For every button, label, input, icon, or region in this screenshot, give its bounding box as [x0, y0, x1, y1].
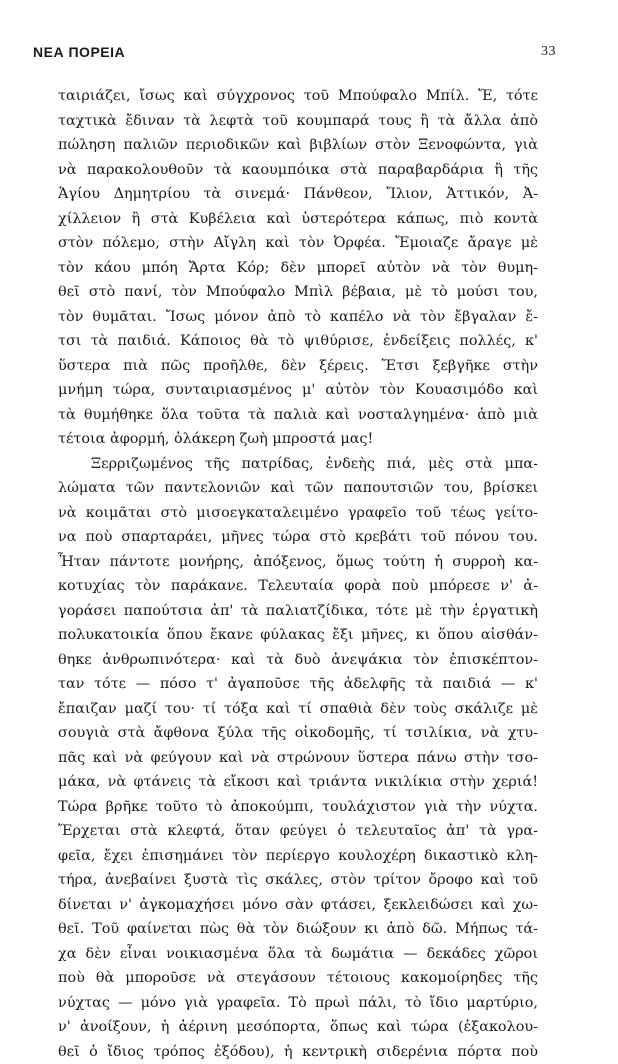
text-line: χα δὲν εἶναι νοικιασμένα ὅλα τὰ δωμάτια — δεκάδες χῶροι	[58, 942, 538, 967]
text-line: ταιριάζει, ἴσως καὶ σύγχρονος τοῦ Μπούφαλο Μπίλ. Ἔ, τότε	[58, 84, 538, 109]
text-line: δίνεται ν' ἀγκομαχήσει μόνο σὰν φτάσει, ξεκλειδώσει καὶ χω-	[58, 893, 538, 918]
text-line: νύχτας — μόνο γιὰ γραφεῖα. Τὸ πρωὶ πάλι, τὸ ἴδιο μαρτύριο,	[58, 991, 538, 1016]
text-line: πολυκατοικία ὅπου ἔκανε φύλακας ἔξι μῆνες, κι ὅπου αἰσθάν-	[58, 623, 538, 648]
text-line: πᾶς καὶ νὰ φεύγουν καὶ νὰ στρώνουν ὕστερα πάνω στὴν τσο-	[58, 746, 538, 771]
text-line: γοράσει παπούτσια ἀπ' τὰ παλιατζίδικα, τότε μὲ τὴν ἐργατικὴ	[58, 599, 538, 624]
text-line: νὰ κοιμᾶται στὸ μισοεγκαταλειμένο γραφεῖο τοῦ τέως γείτο-	[58, 501, 538, 526]
body-text	[58, 84, 538, 1064]
text-line: σουγιὰ στὰ ἄφθονα ξύλα τῆς οἰκοδομῆς, τί τσιλίκια, νὰ χτυ-	[58, 721, 538, 746]
text-line: Ἁγίου Δημητρίου τὰ σινεμά· Πάνθεον, Ἴλιον, Ἀττικόν, Ἀ-	[58, 182, 538, 207]
text-line: τὸν θυμᾶται. Ἴσως μόνον ἀπὸ τὸ καπέλο νὰ τὸν ἔβγαλαν ἔ-	[58, 305, 538, 330]
text-line: Τώρα βρῆκε τοῦτο τὸ ἀποκούμπι, τουλάχιστον γιὰ τὴν νύχτα.	[58, 795, 538, 820]
text-line: Ἔρχεται στὰ κλεφτά, ὅταν φεύγει ὁ τελευταῖος ἀπ' τὰ γρα-	[58, 819, 538, 844]
text-line: να ποὺ σπαρταράει, μῆνες τώρα στὸ κρεβάτι τοῦ πόνου του.	[58, 525, 538, 550]
text-line: λώματα τῶν παντελονιῶν καὶ τῶν παπουτσιῶν του, βρίσκει	[58, 476, 538, 501]
page-number: 33	[541, 44, 556, 60]
text-line: μάκα, νὰ φτάνεις τὰ εἴκοσι καὶ τριάντα νικιλίκια στὴν χεριά!	[58, 770, 538, 795]
text-line: ὕστερα πιὰ πῶς προῆλθε, δὲν ξέρεις. Ἔτσι ξεβγῆκε στὴν	[58, 354, 538, 379]
text-line: πώληση παλιῶν περιοδικῶν καὶ βιβλίων στὸν Ξενοφώντα, γιὰ	[58, 133, 538, 158]
text-line: θεῖ. Τοῦ φαίνεται πὼς θὰ τὸν διώξουν κι ἀπὸ δῶ. Μήπως τά-	[58, 917, 538, 942]
text-line: θεῖ στὸ πανί, τὸν Μπούφαλο Μπὶλ βέβαια, μὲ τὸ μούσι του,	[58, 280, 538, 305]
text-line: χίλλειον ἢ στὰ Κυβέλεια καὶ ὑστερότερα κάπως, πιὸ κοντὰ	[58, 207, 538, 232]
text-line: ταχτικὰ ἔδιναν τὰ λεφτὰ τοῦ κουμπαρά τους ἢ τὰ ἄλλα ἀπὸ	[58, 109, 538, 134]
journal-title: ΝΕΑ ΠΟΡΕΙΑ	[33, 44, 125, 60]
text-line: ν' ἀνοίξουν, ἡ ἀέρινη μεσόπορτα, ὅπως καὶ τώρα (ἐξακολου-	[58, 1015, 538, 1040]
text-line: τὸν κάου μπόη Ἄρτα Κόρ; δὲν μπορεῖ αὐτὸν νὰ τὸν θυμη-	[58, 256, 538, 281]
text-line: τὰ θυμήθηκε ὅλα τοῦτα τὰ παλιὰ καὶ νοσταλγημένα· ἀπὸ μιὰ	[58, 403, 538, 428]
text-line: τσι τὰ παιδιά. Κάποιος θὰ τὸ ψιθύρισε, ἐνδείξεις πολλές, κ'	[58, 329, 538, 354]
text-line: ταν τότε — πόσο τ' ἀγαποῦσε τῆς ἀδελφῆς τὰ παιδιά — κ'	[58, 672, 538, 697]
text-line: θεῖ ὁ ἴδιος τρόπος ἐξόδου), ἡ κεντρικὴ σιδερένια πόρτα ποὺ	[58, 1040, 538, 1064]
text-line: φεῖα, ἔχει ἐπισημάνει τὸν περίεργο κουλοχέρη δικαστικὸ κλη-	[58, 844, 538, 869]
text-line: τήρα, ἀνεβαίνει ξυστὰ τὶς σκάλες, στὸν τρίτον ὄροφο καὶ τοῦ	[58, 868, 538, 893]
running-head	[33, 44, 556, 64]
text-line: κοτυχίας τὸν παράκανε. Τελευταία φορὰ ποὺ μπόρεσε ν' ἀ-	[58, 574, 538, 599]
text-line: νὰ παρακολουθοῦν τὰ καουμπόικα στὰ παραβαρδάρια ἢ τῆς	[58, 158, 538, 183]
text-line: μνήμη τώρα, συνταιριασμένος μ' αὐτὸν τὸν Κουασιμόδο καὶ	[58, 378, 538, 403]
text-line: θηκε ἀνθρωπινότερα· καὶ τὰ δυὸ ἀνεψάκια τὸν ἐπισκέπτον-	[58, 648, 538, 673]
text-line: ἔπαιζαν μαζί του· τί τόξα καὶ τί σπαθιὰ δὲν τοὺς σκάλιζε μὲ	[58, 697, 538, 722]
paragraph-last-line: τέτοια ἀφορμή, ὁλάκερη ζωὴ μπροστά μας!	[58, 427, 538, 452]
text-line: Ἦταν πάντοτε μονήρης, ἀπόξενος, ὅμως τούτη ἡ συρροὴ κα-	[58, 550, 538, 575]
text-line: στὸν πόλεμο, στὴν Αἴγλη καὶ τὸν Ὀρφέα. Ἔμοιαζε ἄραγε μὲ	[58, 231, 538, 256]
text-line: ποὺ θὰ μποροῦσε νὰ στεγάσουν τέτοιους κακομοίρηδες τῆς	[58, 966, 538, 991]
paragraph-first-line: Ξερριζωμένος τῆς πατρίδας, ἐνδεὴς πιά, μὲς στὰ μπα-	[58, 452, 538, 477]
